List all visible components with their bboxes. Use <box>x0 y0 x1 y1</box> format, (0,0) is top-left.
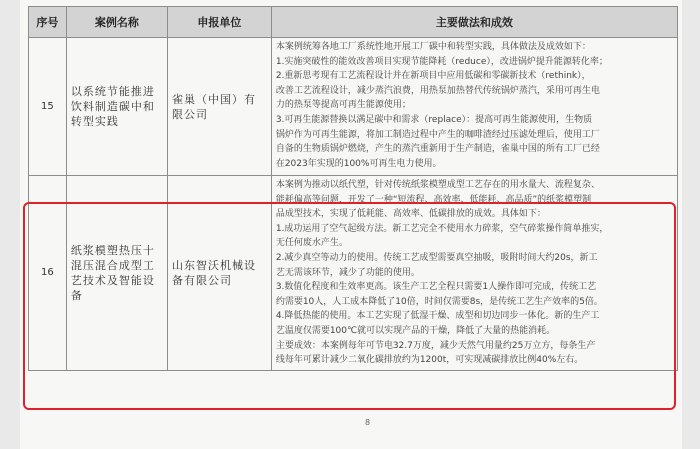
header-desc: 主要做法和成效 <box>271 7 677 38</box>
desc-line: 约需要10人，人工成本降低了10倍，时间仅需要8s，是传统工艺生产效率的5倍。 <box>275 296 603 307</box>
header-name: 案例名称 <box>66 7 167 38</box>
desc-line: 3.数值化程度和生效率更高。该生产工艺全程只需要1人操作即可完成，传统工艺 <box>275 282 597 293</box>
desc-line: 改善工艺流程设计，减少蒸汽浪费，用热泵加热替代传统锅炉蒸汽，采用可再生电 <box>275 85 600 96</box>
case-name: 纸浆模塑热压十混压混合成型工艺技术及智能设备 <box>66 176 167 371</box>
desc-line: 品成型技术，实现了低耗能、高效率、低碳排放的成效。具体如下： <box>275 209 546 220</box>
desc-line: 3.可再生能源替换以满足碳中和需求（replace）：提高可再生能源使用，生物质 <box>275 114 593 125</box>
header-unit: 申报单位 <box>167 7 271 38</box>
desc-line: 力的热泵等提高可再生能源使用； <box>275 100 411 111</box>
page-number: 8 <box>365 418 371 427</box>
desc-line: 锅炉作为可再生能源，将加工制造过程中产生的咖啡渣经过压滤处理后，使用工厂 <box>275 129 600 140</box>
desc-line: 主要成效：本案例每年可节电32.7万度，减少天然气用量约25万立方，每条生产 <box>275 340 596 351</box>
case-description <box>271 38 677 176</box>
desc-line: 2.重新思考现有工艺流程设计并在新项目中应用低碳和零碳新技术（rethink）， <box>275 71 591 82</box>
desc-line: 能耗偏高等问题，开发了一种“短流程、高效率、低能耗、高品质”的纸浆模塑制 <box>275 194 592 205</box>
desc-line: 本案例统筹各地工厂系统性地开展工厂碳中和转型实践，具体做法及成效如下： <box>275 42 591 52</box>
desc-line: 自备的生物质锅炉燃烧，产生的蒸汽重新用于生产制造，雀巢中国的所有工厂已经 <box>275 144 600 155</box>
desc-line: 线每年可累计减少二氧化碳排放约为1200t，可实现减碳排放比例40%左右。 <box>275 355 584 366</box>
case-name: 以系统节能推进饮料制造碳中和转型实践 <box>66 38 167 176</box>
applicant-unit: 山东智沃机械设备有限公司 <box>167 176 271 371</box>
desc-line: 艺温度仅需要100℃就可以实现产品的干燥，降低了大量的热能消耗。 <box>275 325 556 336</box>
table-header-row <box>29 7 678 38</box>
desc-line: 2.减少真空等动力的使用。传统工艺成型需要真空抽吸，吸附时间大约20s，新工 <box>275 252 598 263</box>
header-no: 序号 <box>29 7 67 38</box>
table-row <box>29 38 678 176</box>
row-number: 15 <box>29 38 67 176</box>
row-number: 16 <box>29 176 67 371</box>
desc-line: 1.成功运用了空气起级方法。新工艺完全不使用水力碎浆，空气碎浆操作简单推实， <box>275 223 609 234</box>
desc-line: 1.实施突破性的能效改善项目实现节能降耗（reduce），改进锅炉提升能源转化率； <box>275 56 608 67</box>
highlight-box <box>23 202 676 410</box>
applicant-unit: 雀巢（中国）有限公司 <box>167 38 271 176</box>
desc-line: 无任何废水产生。 <box>275 238 348 249</box>
desc-line: 4.降低热能的使用。本工艺实现了低湿干燥、成型和切边同步一体化。新的生产工 <box>275 311 600 322</box>
desc-line: 本案例为推动以纸代塑，针对传统纸浆模塑成型工艺存在的用水量大、流程复杂、 <box>275 180 600 190</box>
desc-line: 艺无需该环节，减少了功能的使用。 <box>275 267 420 278</box>
desc-line: 在2023年实现的100%可再生电力使用。 <box>275 158 442 169</box>
